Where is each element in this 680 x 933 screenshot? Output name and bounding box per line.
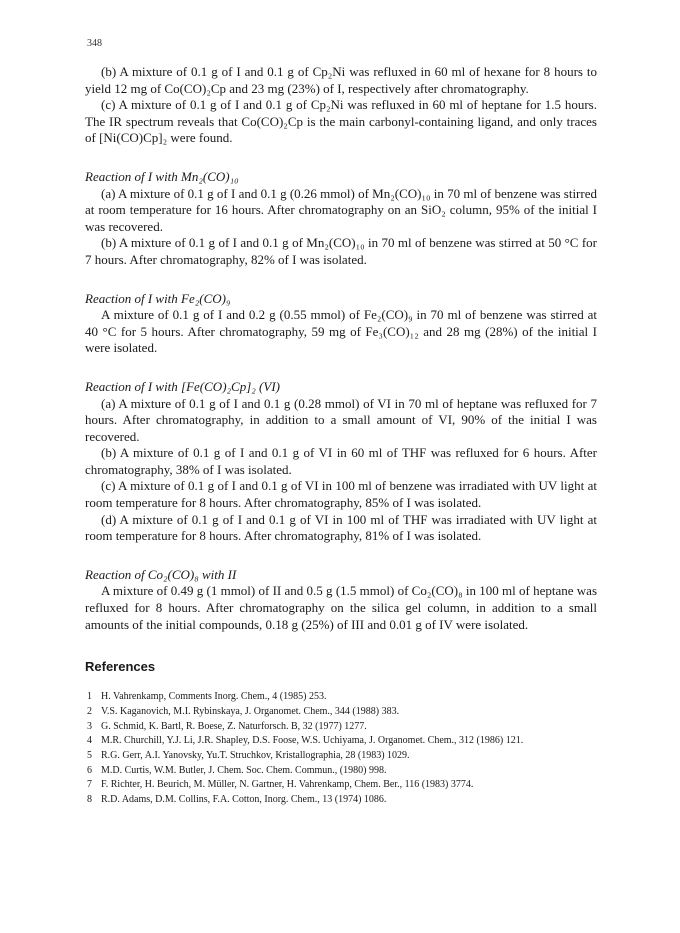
page-number: 348 (87, 38, 102, 49)
reference-text: R.D. Adams, D.M. Collins, F.A. Cotton, Inorg. Chem., 13 (1974) 1086. (101, 794, 387, 806)
section-co2co8 (85, 567, 597, 633)
reference-item (85, 720, 597, 735)
paragraph: (a) A mixture of 0.1 g of I and 0.1 g (0.26 mmol) of Mn₂(CO)₁₀ in 70 ml of benzene was stirred at room temperature for 16 hours. After chromatography on an SiO₂ column, 95% of the initial I was recovered. (85, 185, 597, 234)
paragraph: (c) A mixture of 0.1 g of I and 0.1 g of Cp₂Ni was refluxed in 60 ml of heptane for 1.5 hours. The IR spectrum reveals that Co(CO)₂Cp is the main carbonyl-containing ligand, and only traces of [Ni(CO)Cp]₂ were found. (85, 97, 597, 146)
article-body (85, 64, 597, 808)
reference-text: M.R. Churchill, Y.J. Li, J.R. Shapley, D.S. Foose, W.S. Uchiyama, J. Organomet. Chem., 312 (1986) 121. (101, 735, 524, 747)
section-fecocp (85, 379, 597, 545)
reference-number: 7 (87, 779, 92, 791)
section-fe2co9 (85, 291, 597, 357)
reference-number: 1 (87, 691, 92, 703)
paragraph: (d) A mixture of 0.1 g of I and 0.1 g of VI in 100 ml of THF was irradiated with UV light at room temperature for 8 hours. After chromatography, 81% of I was isolated. (85, 511, 597, 544)
references-heading: References (85, 659, 156, 675)
paragraph: (b) A mixture of 0.1 g of I and 0.1 g of VI in 60 ml of THF was refluxed for 6 hours. After chromatography, 38% of I was isolated. (85, 445, 597, 477)
section-continuation (85, 64, 597, 147)
reference-item (85, 705, 597, 720)
paragraph: (b) A mixture of 0.1 g of I and 0.1 g of Cp₂Ni was refluxed in 60 ml of hexane for 8 hours to yield 12 mg of Co(CO)₂Cp and 23 mg (23%) of I, respectively after chromatography. (85, 64, 597, 96)
section-mn2co10 (85, 169, 597, 269)
reference-text: M.D. Curtis, W.M. Butler, J. Chem. Soc. Chem. Commun., (1980) 998. (101, 764, 387, 776)
section-heading: Reaction of Co₂(CO)₈ with II (85, 566, 237, 582)
paragraph: A mixture of 0.49 g (1 mmol) of II and 0.5 g (1.5 mmol) of Co₂(CO)₈ in 100 ml of heptane was refluxed for 8 hours. After chromatography on the silica gel column, in addition to a small amounts of the initial compounds, 0.18 g (25%) of III and 0.01 g of IV were isolated. (85, 583, 597, 632)
reference-text: F. Richter, H. Beurich, M. Müller, N. Gartner, H. Vahrenkamp, Chem. Ber., 116 (1983) 3774. (101, 779, 474, 791)
reference-number: 5 (87, 750, 92, 762)
reference-item (85, 764, 597, 779)
reference-number: 2 (87, 705, 92, 717)
paragraph: (c) A mixture of 0.1 g of I and 0.1 g of VI in 100 ml of benzene was irradiated with UV light at room temperature for 8 hours. After chromatography, 85% of I was isolated. (85, 478, 597, 511)
reference-text: R.G. Gerr, A.I. Yanovsky, Yu.T. Struchkov, Kristallographia, 28 (1983) 1029. (101, 750, 410, 762)
reference-text: G. Schmid, K. Bartl, R. Boese, Z. Naturforsch. B, 32 (1977) 1277. (101, 720, 367, 732)
reference-item (85, 778, 597, 793)
section-heading: Reaction of I with Mn₂(CO)₁₀ (85, 168, 239, 184)
section-heading: Reaction of I with [Fe(CO)₂Cp]₂ (VI) (85, 378, 280, 394)
reference-number: 3 (87, 720, 92, 732)
section-heading: Reaction of I with Fe₂(CO)₉ (85, 290, 231, 306)
reference-text: V.S. Kaganovich, M.I. Rybinskaya, J. Organomet. Chem., 344 (1988) 383. (101, 705, 400, 717)
reference-item (85, 690, 597, 705)
reference-item (85, 793, 597, 808)
reference-number: 8 (87, 794, 92, 806)
paragraph: (b) A mixture of 0.1 g of I and 0.1 g of Mn₂(CO)₁₀ in 70 ml of benzene was stirred at 50 °C for 7 hours. After chromatography, 82% of I was isolated. (85, 235, 597, 267)
reference-number: 4 (87, 735, 92, 747)
reference-item (85, 734, 597, 749)
reference-item (85, 749, 597, 764)
reference-list (85, 690, 597, 808)
reference-number: 6 (87, 764, 92, 776)
paragraph: (a) A mixture of 0.1 g of I and 0.1 g (0.28 mmol) of VI in 70 ml of heptane was refluxed for 7 hours. After chromatography, in addition to a small amount of VI, 90% of the initial I was recovered. (85, 395, 597, 444)
paragraph: A mixture of 0.1 g of I and 0.2 g (0.55 mmol) of Fe₂(CO)₉ in 70 ml of benzene was stirred at 40 °C for 5 hours. After chromatography, 59 mg of Fe₃(CO)₁₂ and 28 mg (28%) of the initial I were isolated. (85, 307, 597, 356)
reference-text: H. Vahrenkamp, Comments Inorg. Chem., 4 (1985) 253. (101, 691, 327, 703)
